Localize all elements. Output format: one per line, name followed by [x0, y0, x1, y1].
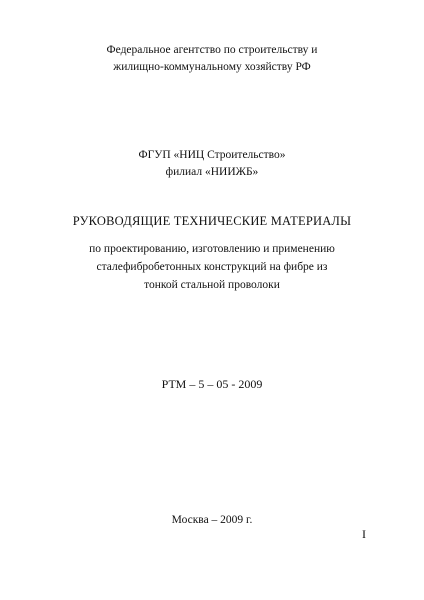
agency-line-1: Федеральное агентство по строительству и: [106, 44, 318, 56]
agency-line-2: жилищно-коммунальному хозяйству РФ: [113, 61, 311, 73]
document-subtitle-line-2: сталефибробетонных конструкций на фибре из: [96, 261, 328, 273]
organization-line-2: филиал «НИИЖБ»: [165, 166, 259, 178]
place-year-block: [0, 512, 424, 529]
document-title-main: РУКОВОДЯЩИЕ ТЕХНИЧЕСКИЕ МАТЕРИАЛЫ: [72, 214, 352, 228]
organization-line-1: ФГУП «НИЦ Строительство»: [138, 149, 286, 161]
document-title: [0, 212, 424, 230]
page-number: I: [362, 527, 366, 541]
document-subtitle: [0, 240, 424, 294]
document-subtitle-line-1: по проектированию, изготовлению и применению: [89, 243, 335, 255]
organization-block: [0, 147, 424, 181]
document-code: РТМ – 5 – 05 - 2009: [161, 377, 263, 391]
document-code-block: [0, 376, 424, 393]
place-year: Москва – 2009 г.: [171, 514, 253, 526]
document-subtitle-line-3: тонкой стальной проволоки: [144, 279, 280, 291]
agency-header: [0, 42, 424, 76]
